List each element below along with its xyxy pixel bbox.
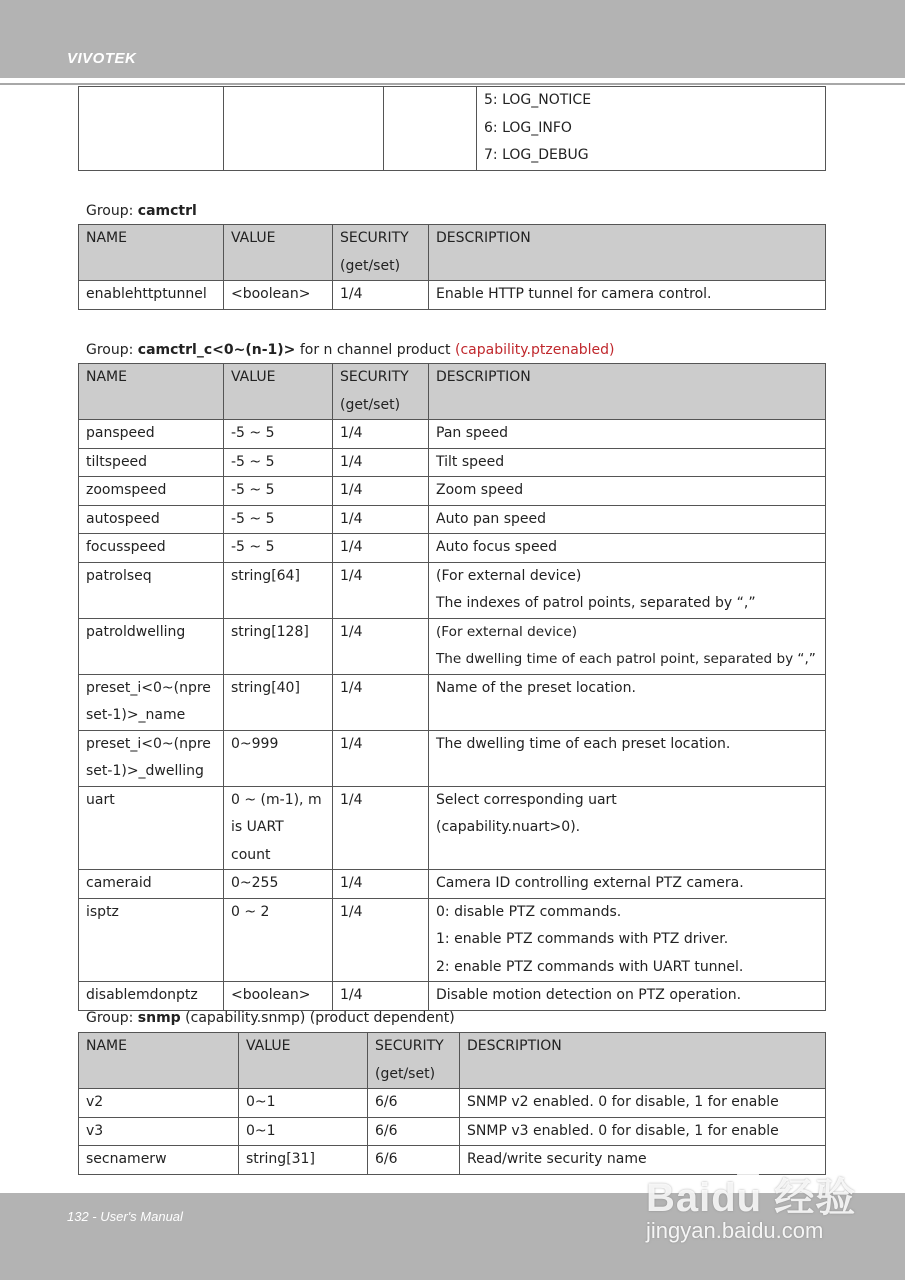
brand-logo: VIVOTEK bbox=[67, 50, 137, 67]
log-level-table-continued bbox=[78, 86, 826, 171]
table-row: v2 0~1 6/6 SNMP v2 enabled. 0 for disable, 1 for enable bbox=[79, 1089, 826, 1118]
table-row: panspeed -5 ~ 5 1/4 Pan speed bbox=[79, 420, 826, 449]
table-row: tiltspeed -5 ~ 5 1/4 Tilt speed bbox=[79, 448, 826, 477]
group-snmp-title: Group: snmp (capability.snmp) (product dependent) bbox=[86, 1010, 455, 1026]
table-row: v3 0~1 6/6 SNMP v3 enabled. 0 for disable, 1 for enable bbox=[79, 1117, 826, 1146]
table-row: preset_i<0~(npre set-1)>_name string[40] 1/4 Name of the preset location. bbox=[79, 674, 826, 730]
table-row: focusspeed -5 ~ 5 1/4 Auto focus speed bbox=[79, 534, 826, 563]
table-header-row: NAME VALUE SECURITY (get/set) DESCRIPTION bbox=[79, 225, 826, 281]
table-row bbox=[79, 87, 826, 171]
baidu-watermark bbox=[640, 1148, 860, 1248]
table-row: patroldwelling string[128] 1/4 (For external device) The dwelling time of each patrol point, separated by “,” bbox=[79, 618, 826, 674]
table-row: uart 0 ~ (m-1), m is UART count 1/4 Select corresponding uart (capability.nuart>0). bbox=[79, 786, 826, 870]
table-row: disablemdonptz <boolean> 1/4 Disable motion detection on PTZ operation. bbox=[79, 982, 826, 1011]
table-header-row: NAME VALUE SECURITY (get/set) DESCRIPTION bbox=[79, 1033, 826, 1089]
table-row: preset_i<0~(npre set-1)>_dwelling 0~999 1/4 The dwelling time of each preset location. bbox=[79, 730, 826, 786]
page-number: 132 - User's Manual bbox=[67, 1209, 183, 1224]
watermark-main-text: Baidu 经验 bbox=[646, 1176, 857, 1220]
table-header-row: NAME VALUE SECURITY (get/set) DESCRIPTION bbox=[79, 364, 826, 420]
table-row: enablehttptunnel <boolean> 1/4 Enable HTTP tunnel for camera control. bbox=[79, 281, 826, 310]
table-row: autospeed -5 ~ 5 1/4 Auto pan speed bbox=[79, 505, 826, 534]
group-camctrl-c-title: Group: camctrl_c<0~(n-1)> for n channel product (capability.ptzenabled) bbox=[86, 342, 615, 358]
camctrl-c-table bbox=[78, 363, 826, 1011]
table-row: zoomspeed -5 ~ 5 1/4 Zoom speed bbox=[79, 477, 826, 506]
watermark-url: jingyan.baidu.com bbox=[646, 1218, 824, 1243]
table-row: isptz 0 ~ 2 1/4 0: disable PTZ commands. 1: enable PTZ commands with PTZ driver. 2: enable PTZ commands with UART tunnel. bbox=[79, 898, 826, 982]
camctrl-table bbox=[78, 224, 826, 310]
table-row: patrolseq string[64] 1/4 (For external device) The indexes of patrol points, separated by “,” bbox=[79, 562, 826, 618]
header-divider bbox=[0, 83, 905, 85]
log-levels-cell: 5: LOG_NOTICE 6: LOG_INFO 7: LOG_DEBUG bbox=[477, 87, 826, 171]
table-row: cameraid 0~255 1/4 Camera ID controlling external PTZ camera. bbox=[79, 870, 826, 899]
table-row: secnamerw string[31] 6/6 Read/write security name bbox=[79, 1146, 826, 1175]
group-camctrl-title: Group: camctrl bbox=[86, 203, 197, 219]
